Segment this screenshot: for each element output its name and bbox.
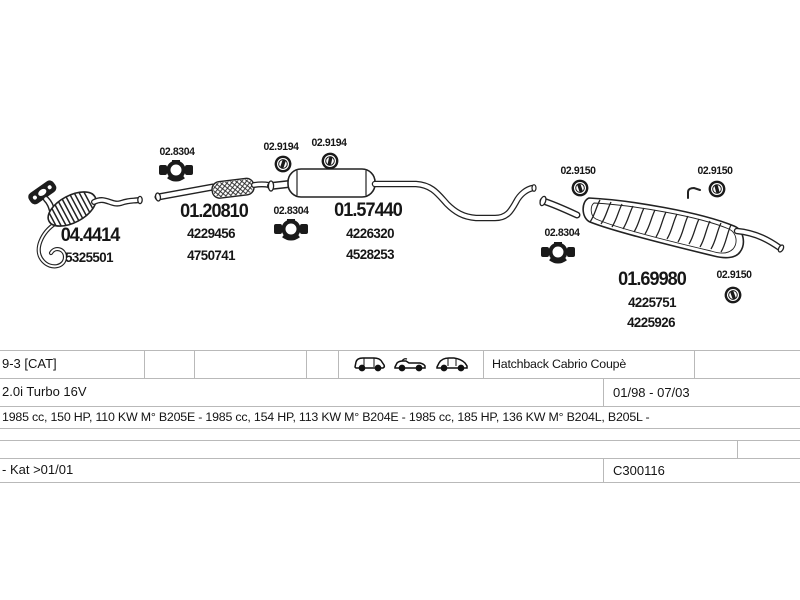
rear-silencer-drawing — [539, 188, 785, 258]
part-oem-label: 4229456 — [187, 225, 235, 241]
part-oem-label: 4750741 — [187, 247, 235, 263]
rubber-hanger-icon — [708, 180, 726, 198]
flex-pipe-drawing — [155, 178, 269, 202]
hanger-code-label: 02.9194 — [311, 137, 347, 149]
table-border — [0, 482, 800, 483]
table-border — [0, 378, 800, 379]
table-border — [0, 406, 800, 407]
note-cell: - Kat >01/01 — [2, 462, 74, 477]
catalog-code-cell: C300116 — [613, 463, 665, 478]
table-border — [0, 440, 800, 441]
table-border — [338, 350, 339, 378]
table-border — [737, 440, 738, 458]
part-code-label[interactable]: 01.20810 — [180, 201, 248, 222]
clamp-icon — [541, 242, 575, 262]
part-oem-label: 4225926 — [627, 314, 675, 330]
table-border — [0, 428, 800, 429]
table-border — [483, 350, 484, 378]
rubber-hanger-icon — [724, 286, 742, 304]
hanger-code-label: 02.9150 — [560, 165, 596, 177]
hatchback-car-icon — [355, 358, 384, 371]
version-cell: 2.0i Turbo 16V — [2, 384, 87, 399]
clamp-icon — [274, 219, 308, 239]
part-code-label[interactable]: 01.69980 — [618, 269, 686, 290]
body-types-cell: Hatchback Cabrio Coupè — [492, 357, 627, 371]
engines-cell: 1985 cc, 150 HP, 110 KW M° B205E - 1985 cc, 154 HP, 113 KW M° B204E - 1985 cc, 185 HP, 136 KW M° B204L, B205L - — [2, 410, 650, 424]
table-border — [194, 350, 195, 378]
rubber-hanger-icon — [274, 155, 292, 173]
table-border — [144, 350, 145, 378]
hanger-code-label: 02.9150 — [697, 165, 733, 177]
part-oem-label: 4528253 — [346, 246, 394, 262]
part-oem-label: 5325501 — [65, 249, 113, 265]
clamp-code-label: 02.8304 — [544, 227, 580, 239]
table-border — [0, 350, 800, 351]
rubber-hanger-icon — [571, 179, 589, 197]
part-code-label[interactable]: 01.57440 — [334, 200, 402, 221]
table-border — [603, 458, 604, 482]
part-oem-label: 4225751 — [628, 294, 676, 310]
hanger-code-label: 02.9150 — [716, 269, 752, 281]
clamp-icon — [159, 160, 193, 180]
model-cell: 9-3 [CAT] — [2, 356, 57, 371]
clamp-code-label: 02.8304 — [273, 205, 309, 217]
table-border — [694, 350, 695, 378]
rubber-hanger-icon — [321, 152, 338, 169]
hanger-code-label: 02.9194 — [263, 141, 299, 153]
part-oem-label: 4226320 — [346, 225, 394, 241]
build-period-cell: 01/98 - 07/03 — [613, 385, 690, 400]
cabrio-car-icon — [395, 359, 425, 371]
table-border — [0, 458, 800, 459]
coupe-car-icon — [437, 358, 467, 371]
clamp-code-label: 02.8304 — [159, 146, 195, 158]
table-border — [306, 350, 307, 378]
part-code-label[interactable]: 04.4414 — [60, 225, 120, 246]
body-type-icons — [354, 353, 470, 375]
table-border — [603, 378, 604, 406]
